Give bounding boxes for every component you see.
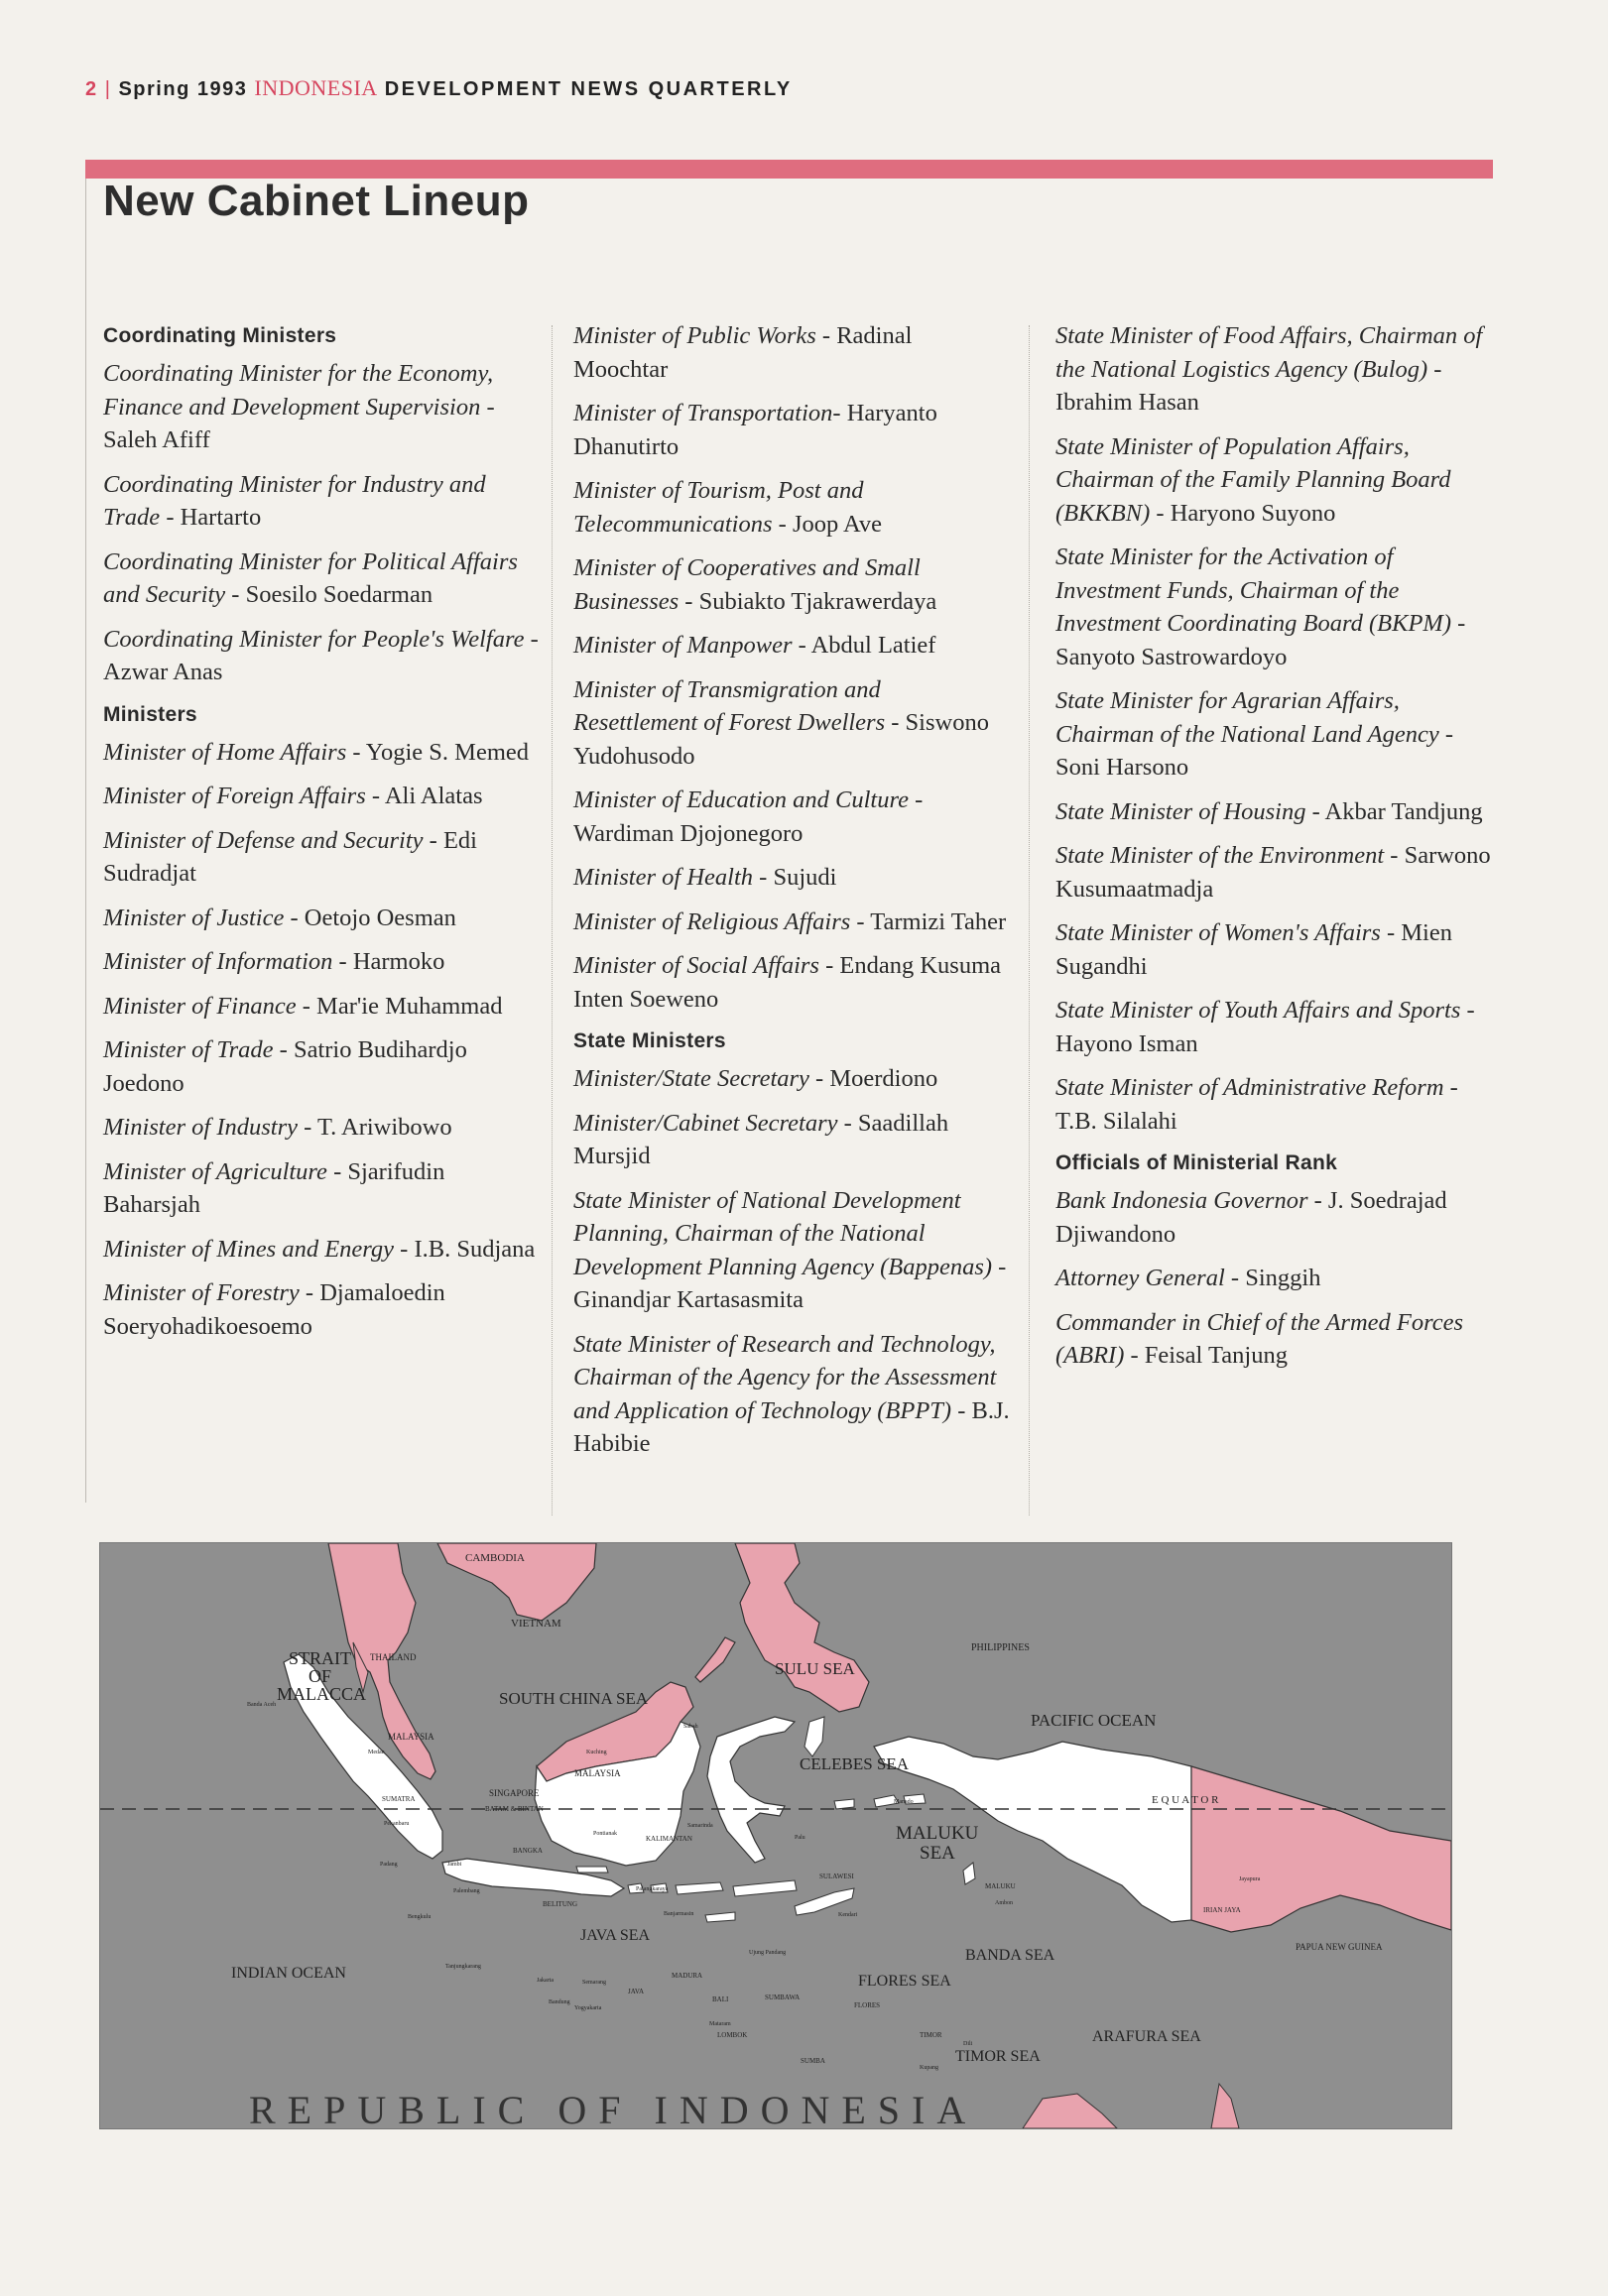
cabinet-entry	[573, 673, 1010, 774]
map-label-celebes: CELEBES SEA	[800, 1754, 910, 1773]
position-title: Coordinating Minister for the Economy, Finance and Development Supervision	[103, 360, 494, 421]
map-province-madura: MADURA	[672, 1972, 703, 1980]
official-name: Tarmizi Taher	[870, 907, 1007, 935]
position-title: Minister of Mines and Energy	[103, 1235, 395, 1263]
map-label-arafura: ARAFURA SEA	[1092, 2028, 1201, 2045]
cabinet-entry	[573, 861, 1010, 895]
position-title: Minister of Home Affairs	[103, 738, 347, 766]
official-name: T.B. Silalahi	[1055, 1107, 1177, 1135]
cabinet-entry	[103, 1276, 540, 1343]
official-name: Edi Sudradjat	[103, 826, 477, 887]
map-label-timor-sea: TIMOR SEA	[955, 2048, 1041, 2065]
position-title: Attorney General	[1055, 1265, 1225, 1291]
title-name-separator: -	[1124, 1342, 1145, 1369]
position-title: Coordinating Minister for People's Welfare	[103, 625, 525, 653]
map-city-label: Semarang	[582, 1980, 606, 1986]
madura	[576, 1867, 608, 1873]
cabinet-column-3	[1055, 319, 1497, 1384]
title-name-separator: -	[326, 1157, 348, 1185]
position-title: Minister of Information	[103, 948, 333, 975]
map-province-maluku: MALUKU	[985, 1882, 1016, 1890]
official-name: Sarwono Kusumaatmadja	[1055, 842, 1491, 903]
official-name: J. Soedrajad Djiwandono	[1055, 1187, 1447, 1248]
cabinet-entry	[103, 545, 540, 612]
map-city-label: Ujung Pandang	[749, 1950, 787, 1956]
position-title: State Minister of Food Affairs, Chairman of the National Logistics Agency (Bulog)	[1055, 322, 1483, 383]
cabinet-entry	[573, 474, 1010, 541]
map-label-cambodia: CAMBODIA	[465, 1552, 525, 1564]
position-title: Minister of Health	[573, 864, 754, 891]
cabinet-entry	[573, 397, 1010, 463]
title-name-separator: -	[480, 393, 495, 421]
title-name-separator: -	[1427, 355, 1442, 383]
section-heading-officials-of-ministerial-rank: Officials of Ministerial Rank	[1055, 1151, 1338, 1174]
cabinet-column-2	[573, 319, 1010, 1472]
position-title: Minister of Cooperatives and Small Businesses	[573, 554, 921, 615]
official-name: Joop Ave	[792, 510, 883, 538]
issue-season: Spring 1993	[118, 78, 248, 100]
cabinet-entry	[103, 736, 540, 770]
official-name: Oetojo Oesman	[304, 904, 456, 931]
cabinet-entry	[103, 468, 540, 535]
official-name: Sujudi	[773, 864, 837, 891]
map-city-label: Kuching	[586, 1750, 607, 1755]
official-name: Akbar Tandjung	[1324, 797, 1483, 825]
cabinet-entry	[1055, 541, 1497, 673]
map-province-batam: BATAM & BINTAN	[485, 1805, 544, 1813]
map-province-lombok: LOMBOK	[717, 2031, 748, 2039]
map-city-label: Manado	[894, 1799, 914, 1805]
official-name: Ibrahim Hasan	[1055, 389, 1199, 416]
position-title: State Minister for the Activation of Investment Funds, Chairman of the Investment Coordinating Board (BKPM)	[1055, 544, 1451, 637]
official-name: B.J. Habibie	[573, 1396, 1010, 1457]
map-city-label: Palangkaraya	[636, 1886, 669, 1892]
map-label-maluku-sea: SEA	[920, 1843, 955, 1864]
map-province-flores: FLORES	[854, 2001, 881, 2009]
position-title: Minister of Religious Affairs	[573, 907, 851, 935]
map-label-png: PAPUA NEW GUINEA	[1296, 1942, 1383, 1952]
cabinet-entry	[103, 1033, 540, 1100]
position-title: Minister of Transportation	[573, 400, 833, 426]
title-name-separator: -	[792, 632, 811, 659]
title-name-separator: -	[885, 709, 906, 736]
position-title: Minister of Manpower	[573, 632, 793, 659]
position-title: Minister of Justice	[103, 904, 285, 931]
title-name-separator: -	[284, 904, 305, 931]
section-heading-state-ministers: State Ministers	[573, 1029, 726, 1052]
map-city-label: Bandung	[549, 1999, 570, 2005]
map-city-label: Medan	[368, 1750, 385, 1755]
official-name: Wardiman Djojonegoro	[573, 819, 804, 847]
page-number: 2	[85, 78, 98, 100]
cabinet-entry	[1055, 1184, 1497, 1251]
title-name-separator: -	[1150, 499, 1171, 527]
cabinet-entry	[103, 780, 540, 813]
section-heading-coordinating-ministers: Coordinating Ministers	[103, 324, 337, 347]
map-city-label: Palembang	[453, 1888, 480, 1894]
cabinet-entry	[1055, 1262, 1497, 1295]
title-name-separator: -	[160, 504, 181, 531]
title-name-separator: -	[1460, 997, 1475, 1024]
title-name-separator: -	[225, 581, 246, 608]
official-name: Feisal Tanjung	[1144, 1342, 1288, 1369]
cabinet-entry	[573, 1184, 1010, 1317]
map-province-sumbawa: SUMBAWA	[765, 1994, 801, 2001]
position-title: Minister of Trade	[103, 1036, 274, 1063]
map-city-label: Kupang	[920, 2065, 938, 2071]
official-name: Saleh Afiff	[103, 426, 210, 453]
title-name-separator: -	[1438, 720, 1454, 748]
cabinet-entry	[573, 629, 1010, 663]
map-province-java: JAVA	[628, 1988, 645, 1995]
map-city-label: Mataram	[709, 2021, 731, 2027]
map-label-equator: E Q U A T O R	[1152, 1794, 1219, 1806]
cabinet-entry	[103, 623, 540, 689]
official-name: Yogie S. Memed	[365, 738, 529, 766]
cabinet-entry	[1055, 684, 1497, 785]
position-title: Minister of Defense and Security	[103, 826, 424, 854]
cabinet-entry	[1055, 1306, 1497, 1373]
title-name-separator: -	[818, 952, 840, 979]
title-name-separator: -	[992, 1253, 1007, 1280]
official-name: T. Ariwibowo	[316, 1114, 452, 1141]
official-name: Sjarifudin Baharsjah	[103, 1157, 445, 1218]
map-label-flores-sea: FLORES SEA	[858, 1973, 951, 1990]
title-name-separator: -	[679, 587, 699, 615]
position-title: State Minister for Agrarian Affairs, Chairman of the National Land Agency	[1055, 687, 1439, 748]
map-city-label: Palu	[795, 1835, 805, 1841]
official-name: Haryanto Dhanutirto	[573, 400, 937, 460]
title-name-separator: -	[815, 322, 837, 349]
official-name: Singgih	[1245, 1265, 1321, 1291]
position-title: Commander in Chief of the Armed Forces (ABRI)	[1055, 1308, 1464, 1369]
official-name: Mar'ie Muhammad	[316, 992, 503, 1020]
cabinet-entry	[573, 1107, 1010, 1173]
position-title: Minister of Tourism, Post and Telecommunications	[573, 477, 864, 538]
title-name-separator: -	[909, 786, 924, 813]
cabinet-entry	[103, 1233, 540, 1267]
map-city-label: Tanjungkarang	[445, 1964, 481, 1970]
cabinet-column-1	[103, 319, 540, 1354]
map-label-strait: OF	[309, 1666, 332, 1686]
official-name: Haryono Suyono	[1170, 499, 1336, 527]
position-title: State Minister of Women's Affairs	[1055, 919, 1381, 946]
map-province-sumatra: SUMATRA	[382, 1795, 416, 1803]
title-name-separator: -	[273, 1036, 294, 1063]
section-heading-ministers: Ministers	[103, 702, 197, 726]
map-province-kalimantan: KALIMANTAN	[646, 1835, 692, 1843]
cabinet-entry	[573, 319, 1010, 386]
map-city-label: Kendari	[838, 1912, 858, 1918]
cabinet-entry	[573, 551, 1010, 618]
title-name-separator: -	[850, 907, 871, 935]
official-name: Hartarto	[180, 504, 262, 531]
map-label-pacific: PACIFIC OCEAN	[1031, 1711, 1157, 1730]
map-city-label: Sabah	[683, 1724, 698, 1730]
title-name-separator: -	[298, 1114, 317, 1141]
official-name: Subiakto Tjakrawerdaya	[698, 587, 937, 615]
map-province-belitung: BELITUNG	[543, 1900, 577, 1908]
map-city-label: Jambi	[447, 1862, 462, 1868]
map-province-bangka: BANGKA	[513, 1847, 543, 1855]
title-name-separator: -	[524, 625, 539, 653]
cabinet-entry	[1055, 1071, 1497, 1138]
official-name: Moerdiono	[829, 1065, 938, 1092]
position-title: State Minister of Administrative Reform	[1055, 1074, 1444, 1101]
indonesia-map	[99, 1542, 1452, 2129]
official-name: Satrio Budihardjo Joedono	[103, 1036, 467, 1097]
position-title: Minister of Agriculture	[103, 1157, 327, 1185]
cabinet-entry	[1055, 994, 1497, 1060]
cabinet-entry	[1055, 839, 1497, 906]
map-label-sulu-sea: SULU SEA	[775, 1659, 855, 1678]
title-name-separator: -	[296, 992, 317, 1020]
official-name: Djamaloedin Soeryohadikoesoemo	[103, 1279, 445, 1340]
cabinet-entry	[103, 902, 540, 935]
map-province-sulawesi: SULAWESI	[819, 1873, 854, 1880]
title-name-separator: -	[394, 1235, 415, 1263]
position-title: Minister of Transmigration and Resettlement of Forest Dwellers	[573, 675, 886, 736]
title-name-separator: -	[1380, 919, 1402, 946]
map-label-malaysia: MALAYSIA	[388, 1732, 434, 1742]
position-title: Minister of Industry	[103, 1114, 298, 1141]
cabinet-entry	[1055, 795, 1497, 829]
map-label-indian-ocean: INDIAN OCEAN	[231, 1965, 346, 1982]
title-name-separator: -	[1305, 797, 1325, 825]
map-province-irian: IRIAN JAYA	[1203, 1906, 1241, 1914]
position-title: State Minister of National Development Planning, Chairman of the National Development Planning Agency (Bappenas)	[573, 1186, 993, 1280]
title-name-separator: -	[299, 1279, 320, 1306]
title-name-separator: -	[772, 510, 793, 538]
map-city-label: Banjarmasin	[664, 1911, 694, 1917]
map-city-label: Bengkulu	[408, 1914, 432, 1920]
title-name-separator: -	[1224, 1265, 1246, 1291]
cabinet-entry	[573, 906, 1010, 939]
header-separator: |	[104, 78, 112, 100]
official-name: Hayono Isman	[1055, 1029, 1198, 1057]
position-title: Minister of Foreign Affairs	[103, 783, 366, 809]
official-name: Ginandjar Kartasasmita	[573, 1286, 804, 1313]
map-label-strait: STRAIT	[289, 1648, 351, 1668]
publication-country: INDONESIA	[254, 75, 378, 100]
position-title: State Minister of Research and Technology, Chairman of the Agency for the Assessment and Application of Technology (BPPT)	[573, 1330, 997, 1424]
cabinet-entry	[1055, 430, 1497, 531]
map-label-thailand: THAILAND	[370, 1652, 417, 1662]
official-name: Saadillah Mursjid	[573, 1109, 949, 1169]
map-label-singapore: SINGAPORE	[489, 1788, 540, 1798]
map-province-bali: BALI	[712, 1995, 729, 2003]
cabinet-entry	[103, 824, 540, 891]
cabinet-entry	[573, 784, 1010, 850]
position-title: Minister of Public Works	[573, 322, 816, 349]
cabinet-entry	[103, 1155, 540, 1222]
official-name: Harmoko	[352, 948, 445, 975]
official-name: Soesilo Soedarman	[245, 581, 433, 608]
official-name: Mien Sugandhi	[1055, 919, 1452, 980]
cabinet-entry	[103, 357, 540, 457]
title-name-separator: -	[332, 948, 353, 975]
cabinet-entry	[1055, 319, 1497, 420]
map-label-vietnam: VIETNAM	[511, 1618, 561, 1630]
cabinet-entry	[103, 945, 540, 979]
left-rule	[85, 179, 86, 1503]
title-name-separator: -	[1307, 1187, 1328, 1214]
position-title: State Minister of the Environment	[1055, 842, 1385, 869]
position-title: Minister/State Secretary	[573, 1065, 809, 1092]
cabinet-entry	[103, 1111, 540, 1145]
map-city-label: Pontianak	[593, 1831, 617, 1837]
position-title: Minister of Education and Culture	[573, 786, 909, 813]
position-title: Minister/Cabinet Secretary	[573, 1109, 838, 1137]
running-header	[85, 75, 793, 101]
position-title: Coordinating Minister for Political Affairs and Security	[103, 547, 518, 608]
title-name-separator: -	[423, 826, 443, 854]
map-city-label: Yogyakarta	[574, 2005, 602, 2011]
map-province-sumba: SUMBA	[801, 2057, 825, 2065]
position-title: State Minister of Population Affairs, Chairman of the Family Planning Board (BKKBN)	[1055, 432, 1451, 527]
title-name-separator: -	[365, 783, 385, 809]
map-city-label: Ambon	[995, 1900, 1013, 1906]
map-label-malaysia-borneo: MALAYSIA	[574, 1768, 621, 1778]
map-label-java-sea: JAVA SEA	[580, 1927, 651, 1944]
position-title: Coordinating Minister for Industry and Trade	[103, 470, 486, 531]
page-title: New Cabinet Lineup	[103, 177, 530, 225]
official-name: Azwar Anas	[103, 659, 223, 685]
title-name-separator: -	[1450, 610, 1466, 637]
title-name-separator: -	[1384, 842, 1405, 869]
official-name: Siswono Yudohusodo	[573, 709, 989, 770]
cabinet-entry	[573, 1062, 1010, 1096]
position-title: State Minister of Housing	[1055, 797, 1306, 825]
title-name-separator: -	[951, 1396, 972, 1424]
map-label-maluku-sea: MALUKU	[896, 1823, 979, 1844]
official-name: Sanyoto Sastrowardoyo	[1055, 643, 1288, 670]
map-city-label: Padang	[380, 1862, 398, 1868]
map-city-label: Samarinda	[687, 1823, 713, 1829]
map-city-label: Pekanbaru	[384, 1821, 410, 1827]
position-title: State Minister of Youth Affairs and Sports	[1055, 997, 1461, 1024]
title-name-separator: -	[832, 400, 847, 426]
map-city-label: Banda Aceh	[247, 1702, 277, 1708]
cabinet-entry	[1055, 916, 1497, 983]
title-name-separator: -	[837, 1109, 858, 1137]
column-divider	[552, 325, 553, 1515]
official-name: Endang Kusuma Inten Soeweno	[573, 952, 1002, 1013]
map-label-south-china-sea: SOUTH CHINA SEA	[499, 1689, 649, 1708]
map-label-philippines: PHILIPPINES	[971, 1642, 1030, 1653]
position-title: Minister of Finance	[103, 992, 297, 1020]
map-city-label: Jakarta	[537, 1978, 554, 1984]
official-name: Abdul Latief	[810, 632, 936, 659]
official-name: Radinal Moochtar	[573, 322, 913, 383]
map-title: REPUBLIC OF INDONESIA	[249, 2088, 978, 2128]
cabinet-entry	[103, 990, 540, 1024]
map-label-strait: MALACCA	[277, 1684, 367, 1704]
map-city-label: Jayapura	[1239, 1876, 1261, 1882]
title-name-separator: -	[1443, 1074, 1458, 1101]
official-name: I.B. Sudjana	[414, 1235, 536, 1263]
map-city-label: Dili	[963, 2041, 973, 2047]
position-title: Bank Indonesia Governor	[1055, 1187, 1308, 1214]
position-title: Minister of Social Affairs	[573, 952, 819, 979]
cabinet-entry	[573, 1328, 1010, 1461]
cabinet-entry	[573, 949, 1010, 1016]
position-title: Minister of Forestry	[103, 1279, 300, 1306]
map-province-timor: TIMOR	[920, 2031, 942, 2039]
title-name-separator: -	[346, 738, 366, 766]
official-name: Ali Alatas	[384, 783, 483, 809]
column-divider	[1029, 325, 1030, 1515]
official-name: Soni Harsono	[1055, 754, 1189, 781]
map-label-banda-sea: BANDA SEA	[965, 1947, 1055, 1964]
title-name-separator: -	[808, 1065, 830, 1092]
title-name-separator: -	[753, 864, 774, 891]
publication-name: DEVELOPMENT NEWS QUARTERLY	[384, 78, 793, 100]
